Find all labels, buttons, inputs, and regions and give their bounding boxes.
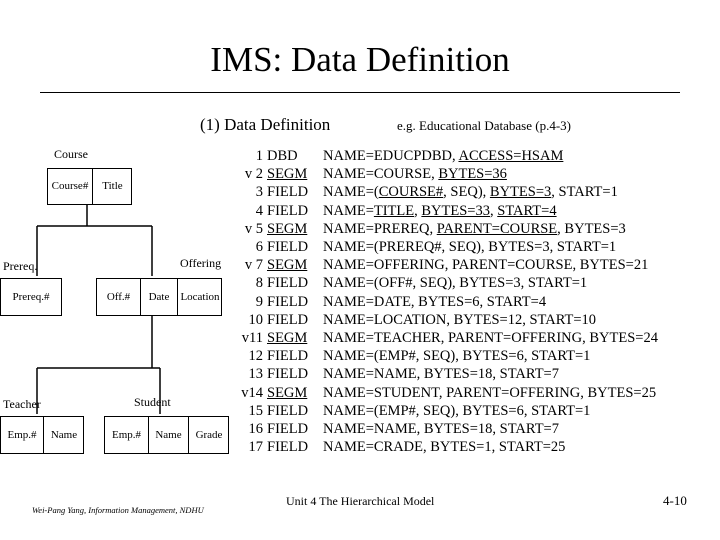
dbd-statement-type: SEGM bbox=[267, 220, 308, 237]
dbd-definition-part: , START=1 bbox=[551, 184, 618, 201]
dbd-statement-type: DBD bbox=[267, 148, 298, 164]
dbd-definition-part: NAME=NAME, BYTES=18, START=7 bbox=[323, 421, 559, 438]
dbd-definition-part: TITLE bbox=[373, 202, 415, 219]
dbd-line-number: v14 bbox=[241, 384, 263, 401]
dbd-definition-part: BYTES=33 bbox=[421, 202, 490, 219]
dbd-definition-part: , bbox=[490, 202, 498, 219]
dbd-definition-part: NAME= bbox=[323, 202, 374, 219]
dbd-definition bbox=[323, 274, 658, 292]
dbd-definition-part: START=4 bbox=[497, 202, 557, 219]
field-teacher-emp-number: Emp.# bbox=[7, 429, 37, 441]
dbd-line-number: 9 bbox=[255, 293, 263, 310]
dbd-statement-type: FIELD bbox=[267, 202, 309, 219]
dbd-line bbox=[226, 347, 658, 365]
dbd-definition-part: , BYTES=3 bbox=[557, 220, 626, 237]
dbd-definition bbox=[323, 147, 658, 165]
dbd-definition bbox=[323, 202, 658, 220]
dbd-definition bbox=[323, 165, 658, 183]
dbd-definition bbox=[323, 183, 658, 201]
dbd-definition-part: NAME=COURSE, bbox=[323, 166, 439, 183]
dbd-definition-part: NAME=PREREQ, bbox=[323, 220, 437, 237]
dbd-statement-type: FIELD bbox=[267, 239, 309, 256]
example-note: e.g. Educational Database (p.4-3) bbox=[397, 118, 571, 133]
dbd-statement-type: FIELD bbox=[267, 184, 309, 201]
dbd-definition bbox=[323, 384, 658, 402]
dbd-line-number: 17 bbox=[248, 439, 263, 456]
segment-label-course: Course bbox=[54, 147, 88, 161]
dbd-statement-type: FIELD bbox=[267, 348, 309, 365]
dbd-line bbox=[226, 274, 658, 292]
dbd-line bbox=[226, 256, 658, 274]
field-course-title: Title bbox=[102, 180, 123, 192]
dbd-line-number: 6 bbox=[255, 239, 263, 256]
dbd-line-number: 16 bbox=[248, 421, 263, 438]
dbd-statement-type: FIELD bbox=[267, 439, 309, 456]
dbd-line bbox=[226, 220, 658, 238]
dbd-line bbox=[226, 438, 658, 456]
dbd-line-number: v 2 bbox=[244, 166, 263, 183]
dbd-line bbox=[226, 202, 658, 220]
dbd-definition-part: NAME=(OFF#, SEQ), BYTES=3, START=1 bbox=[323, 275, 588, 292]
field-prereq-number: Prereq.# bbox=[12, 291, 50, 303]
dbd-definition-part: BYTES=3 bbox=[489, 184, 552, 201]
dbd-line-number: 12 bbox=[248, 348, 263, 365]
field-offering-location: Location bbox=[180, 291, 220, 303]
dbd-line bbox=[226, 147, 658, 165]
dbd-definition-part: , bbox=[414, 202, 422, 219]
dbd-definition-part: , SEQ), bbox=[443, 184, 490, 201]
dbd-definition bbox=[323, 420, 658, 438]
dbd-definition-part: NAME=TEACHER, PARENT=OFFERING, BYTES=24 bbox=[323, 330, 658, 347]
page-number: 4-10 bbox=[663, 493, 687, 508]
dbd-line-number: 8 bbox=[255, 275, 263, 292]
dbd-definition-part: NAME=LOCATION, BYTES=12, START=10 bbox=[323, 311, 597, 328]
dbd-definition bbox=[323, 293, 658, 311]
dbd-definition bbox=[323, 365, 658, 383]
dbd-statement-type: FIELD bbox=[267, 293, 309, 310]
dbd-line-number: 4 bbox=[255, 202, 263, 219]
dbd-definition-part: NAME=DATE, BYTES=6, START=4 bbox=[323, 293, 547, 310]
dbd-statement-type: SEGM bbox=[267, 257, 308, 274]
dbd-statement-type: SEGM bbox=[267, 384, 308, 401]
footer-chapter: Unit 4 The Hierarchical Model bbox=[286, 494, 435, 508]
field-offering-number: Off.# bbox=[106, 291, 131, 303]
dbd-statement-type: FIELD bbox=[267, 421, 309, 438]
dbd-line-number: v11 bbox=[241, 330, 263, 347]
dbd-line-number: 15 bbox=[248, 402, 263, 419]
dbd-definition-part: NAME=CRADE, BYTES=1, START=25 bbox=[323, 439, 566, 456]
segment-label-teacher: Teacher bbox=[3, 397, 41, 411]
dbd-definition-part: NAME=(EMP#, SEQ), BYTES=6, START=1 bbox=[323, 348, 591, 365]
dbd-definition bbox=[323, 238, 658, 256]
dbd-definition-part: NAME=( bbox=[323, 184, 379, 201]
dbd-definition bbox=[323, 220, 658, 238]
field-student-name: Name bbox=[155, 429, 182, 441]
field-offering-date: Date bbox=[148, 291, 170, 303]
section-subtitle: (1) Data Definition bbox=[200, 115, 331, 134]
segment-label-prereq: Prereq. bbox=[3, 259, 38, 273]
dbd-line bbox=[226, 165, 658, 183]
dbd-definition-part: PARENT=COURSE bbox=[436, 220, 558, 237]
dbd-statement-type: SEGM bbox=[267, 166, 308, 183]
dbd-definition bbox=[323, 256, 658, 274]
dbd-line-number: 13 bbox=[248, 366, 263, 383]
dbd-line-number: 1 bbox=[255, 148, 263, 164]
dbd-statement-type: SEGM bbox=[267, 330, 308, 347]
dbd-definition-part: NAME=OFFERING, PARENT=COURSE, BYTES=21 bbox=[323, 257, 649, 274]
footer-author: Wei-Pang Yang, Information Management, NDHU bbox=[32, 505, 204, 515]
dbd-definition bbox=[323, 311, 658, 329]
field-teacher-name: Name bbox=[50, 429, 78, 441]
dbd-statement-type: FIELD bbox=[267, 275, 309, 292]
dbd-line-number: 3 bbox=[255, 184, 263, 201]
dbd-line bbox=[226, 293, 658, 311]
segment-label-offering: Offering bbox=[180, 256, 222, 270]
segment-label-student: Student bbox=[134, 395, 171, 409]
dbd-line bbox=[226, 402, 658, 420]
dbd-definition-part: NAME=(EMP#, SEQ), BYTES=6, START=1 bbox=[323, 402, 591, 419]
dbd-line bbox=[226, 238, 658, 256]
dbd-line bbox=[226, 365, 658, 383]
dbd-line bbox=[226, 329, 658, 347]
field-course-number: Course# bbox=[51, 180, 89, 192]
dbd-definition-part: NAME=STUDENT, PARENT=OFFERING, BYTES=25 bbox=[323, 384, 657, 401]
dbd-line-number: 10 bbox=[248, 311, 263, 328]
dbd-definition bbox=[323, 347, 658, 365]
dbd-definition-part: NAME=NAME, BYTES=18, START=7 bbox=[323, 366, 559, 383]
dbd-definition-part: BYTES=36 bbox=[438, 166, 507, 183]
slide-title: IMS: Data Definition bbox=[210, 40, 510, 79]
dbd-statement-type: FIELD bbox=[267, 311, 309, 328]
dbd-line bbox=[226, 183, 658, 201]
dbd-definition bbox=[323, 329, 658, 347]
dbd-definition bbox=[323, 402, 658, 420]
dbd-line-number: v 7 bbox=[244, 257, 263, 274]
dbd-line-number: v 5 bbox=[244, 220, 263, 237]
dbd-definition-part: COURSE# bbox=[378, 184, 444, 201]
field-student-emp-number: Emp.# bbox=[111, 429, 142, 441]
dbd-statement-type: FIELD bbox=[267, 402, 309, 419]
dbd-line bbox=[226, 420, 658, 438]
dbd-definition-part: NAME=(PREREQ#, SEQ), BYTES=3, START=1 bbox=[323, 239, 617, 256]
dbd-definition-part: ACCESS=HSAM bbox=[458, 148, 564, 164]
dbd-line bbox=[226, 384, 658, 402]
field-student-grade: Grade bbox=[195, 429, 223, 441]
dbd-definition bbox=[323, 438, 658, 456]
dbd-definition-part: NAME=EDUCPDBD, bbox=[323, 148, 459, 164]
dbd-listing bbox=[226, 147, 658, 456]
dbd-statement-type: FIELD bbox=[267, 366, 309, 383]
dbd-line bbox=[226, 311, 658, 329]
